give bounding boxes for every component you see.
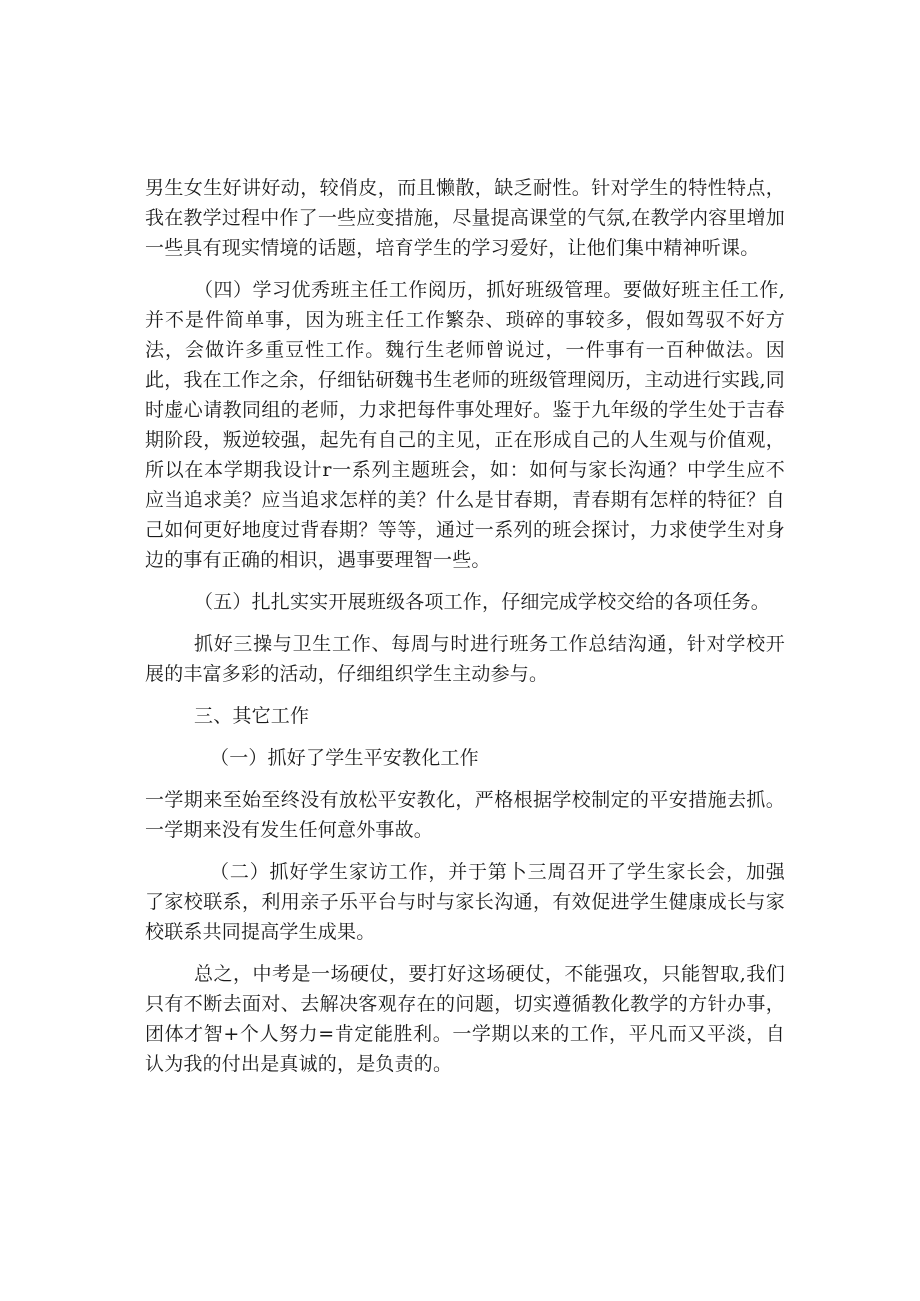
document-page [145,173,785,1091]
paragraph-conclusion: 总之，中考是一场硬仗，要打好这场硬仗，不能强攻，只能智取,我们只有不断去面对、去解决客观存在的问题，切实遵循教化教学的方针办事，团体才智+个人努力=肯定能胜利。一学期以来的工作，平凡而又平淡，自认为我的付出是真诚的，是负责的。 [145,963,785,1075]
paragraph-safety: 一学期来至始至终没有放松平安教化，严格根据学校制定的平安措施去抓。一学期来没有发生任何意外事故。 [145,789,785,841]
paragraph-exercises-hygiene: 抓好三操与卫生工作、每周与时进行班务工作总结沟通，针对学校开展的丰富多彩的活动，仔细组织学生主动参与。 [145,633,785,685]
paragraph-continuation: 男生女生好讲好动，较俏皮，而且懒散，缺乏耐性。针对学生的特性特点，我在教学过程中作了一些应变措施，尽量提高课堂的气氛,在教学内容里增加一些具有现实情境的话题，培育学生的学习爱好，让他们集中精神听课。 [145,177,785,259]
paragraph-class-management: （四）学习优秀班主任工作阅历，抓好班级管理。要做好班主任工作,并不是件简单事，因为班主任工作繁杂、琐碎的事较多，假如驾驭不好方法，会做许多重豆性工作。魏行生老师曾说过，一件事有一百种做法。因此，我在工作之余，仔细钻研魏书生老师的班级管理阅历，主动进行实践,同时虚心请教同组的老师，力求把每件事处理好。鉴于九年级的学生处于吉春期阶段，叛逆较强，起先有自己的主见，正在形成自己的人生观与价值观，所以在本学期我设计r一系列主题班会，如：如何与家长沟通？中学生应不应当追求美？应当追求怎样的美？什么是甘春期，青春期有怎样的特征？自己如何更好地度过背春期？等等，通过一系列的班会探讨，力求使学生对身边的事有正确的相识，遇事要理智一些。 [145,279,785,571]
paragraph-home-visits: （二）抓好学生家访工作，并于第卜三周召开了学生家长会，加强了家校联系，利用亲子乐平台与时与家长沟通，有效促进学生健康成长与家校联系共同提高学生成果。 [145,861,785,943]
paragraph-class-work: （五）扎扎实实开展班级各项工作，仔细完成学校交给的各项任务。 [194,591,771,613]
section-heading-other-work: 三、其它工作 [194,705,310,727]
subheading-safety-education: （一）抓好了学生平安教化工作 [210,747,479,769]
